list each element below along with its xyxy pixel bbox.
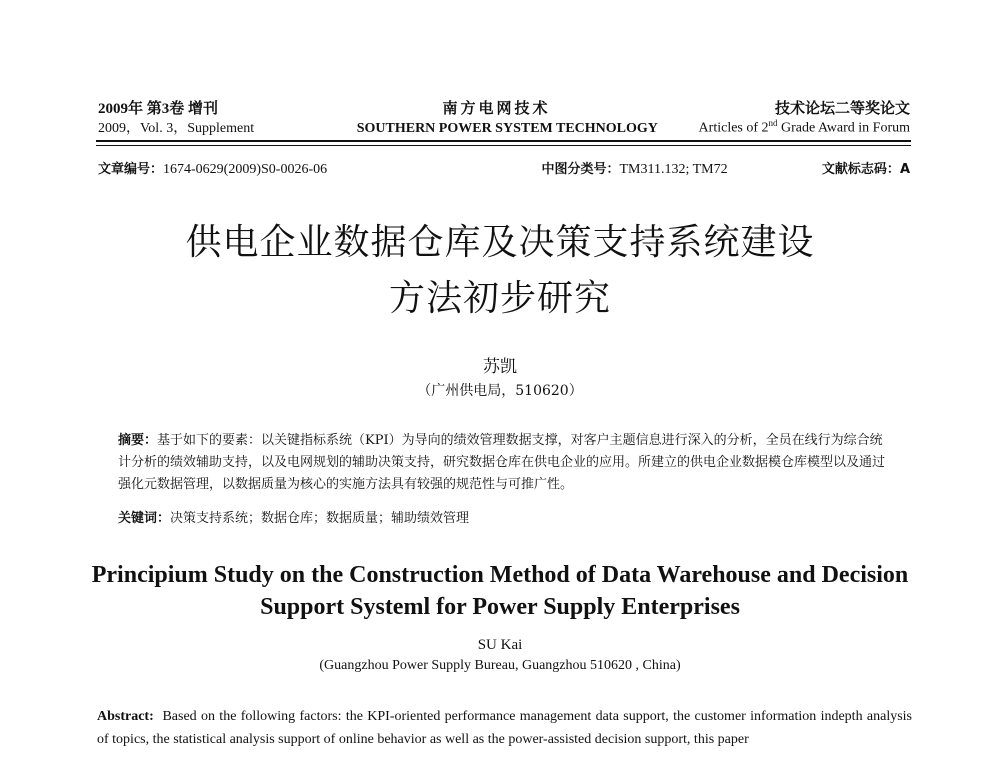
author-en: SU Kai	[477, 637, 523, 653]
clc-label: 中图分类号：	[541, 162, 620, 177]
issue-en: 2009，Vol. 3，Supplement	[98, 121, 255, 136]
article-number	[98, 158, 327, 178]
keywords-cn	[118, 508, 890, 530]
doc-code	[822, 158, 910, 178]
abstract-en-label: Abstract:	[97, 709, 154, 724]
issue-cn: 2009年 第3卷 增刊	[98, 101, 219, 117]
journal-header-en	[98, 117, 910, 137]
award-en-sup: nd	[768, 118, 778, 129]
award-cn: 技术论坛二等奖论文	[774, 101, 910, 117]
award-en-prefix: Articles of 2	[698, 121, 769, 136]
article-number-label: 文章编号：	[98, 162, 164, 177]
affiliation-cn: （广州供电局，510620）	[417, 383, 583, 399]
abstract-cn-text: 基于如下的要素：以关键指标系统（KPI）为导向的绩效管理数据支撑，对客户主题信息进行深入的分析，全员在线行为综合统计分析的绩效辅助支持，以及电网规划的辅助决策支持，研究数据仓库在供电企业的应用。所建立的供电企业数据模仓库模型以及通过强化元数据管理，以数据质量为核心的实施方法具有较强的规范性与可推广性。	[118, 433, 886, 492]
article-number-value: 1674-0629(2009)S0-0026-06	[163, 162, 328, 177]
journal-header-cn	[98, 97, 910, 118]
keywords-cn-label: 关键词：	[118, 511, 171, 526]
award-en	[699, 118, 910, 137]
award-en-suffix: Grade Award in Forum	[777, 121, 910, 136]
title-en-line1: Principium Study on the Construction Method of Data Warehouse and Decision	[91, 562, 909, 588]
abstract-en-text: Based on the following factors: the KPI-oriented performance management data support, the customer information indepth analysis of topics, the statistical analysis support of online behavior as well as the power-assisted decision support, this paper	[97, 709, 913, 747]
affiliation-en: (Guangzhou Power Supply Bureau, Guangzhou 510620 , China)	[319, 658, 681, 673]
clc-number	[541, 158, 727, 178]
article-meta	[98, 158, 910, 178]
doc-code-value: A	[899, 162, 910, 177]
title-cn-line1: 供电企业数据仓库及决策支持系统建设	[185, 222, 815, 263]
journal-name-cn: 南方电网技术	[442, 101, 551, 117]
abstract-cn-label: 摘要：	[118, 433, 158, 448]
abstract-cn	[118, 430, 890, 496]
journal-name-en-text: SOUTHERN POWER SYSTEM TECHNOLOGY	[356, 121, 658, 136]
header-rule-thick	[96, 140, 911, 142]
clc-value: TM311.132; TM72	[619, 162, 728, 177]
abstract-en	[97, 705, 912, 751]
author-cn: 苏凯	[483, 357, 517, 377]
title-en-line2: Support Systeml for Power Supply Enterprises	[260, 594, 740, 620]
keywords-cn-text: 决策支持系统；数据仓库；数据质量；辅助绩效管理	[170, 511, 470, 526]
doc-code-label: 文献标志码：	[821, 162, 900, 177]
journal-name-en	[357, 121, 658, 137]
header-rule-thin	[96, 145, 911, 146]
title-cn-line2: 方法初步研究	[388, 278, 611, 319]
